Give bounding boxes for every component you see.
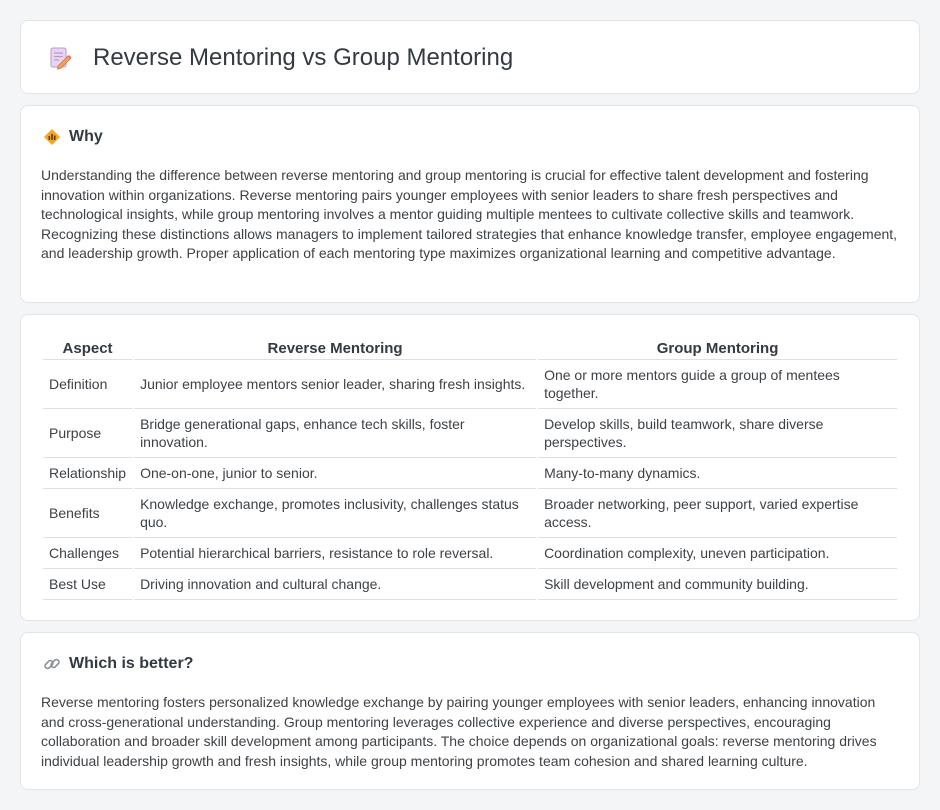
- table-row: [43, 569, 897, 600]
- header-group-mentoring: Group Mentoring: [538, 335, 897, 360]
- row-group: Broader networking, peer support, varied expertise access.: [538, 489, 897, 538]
- why-section: [20, 105, 920, 303]
- table-row: [43, 489, 897, 538]
- row-group: Coordination complexity, uneven participation.: [538, 538, 897, 569]
- row-aspect: Relationship: [43, 458, 132, 489]
- row-group: Many-to-many dynamics.: [538, 458, 897, 489]
- row-group: One or more mentors guide a group of mentees together.: [538, 360, 897, 409]
- table-row: [43, 360, 897, 409]
- row-aspect: Purpose: [43, 409, 132, 458]
- link-icon: [43, 655, 61, 673]
- better-header: [43, 655, 193, 673]
- why-text: Understanding the difference between reverse mentoring and group mentoring is crucial for effective talent development and fostering innovation within organizations. Reverse mentoring pairs younger employees with senior leaders to share fresh perspectives and technological insights, while group mentoring involves a mentor guiding multiple mentees to cultivate collective skills and teamwork. Recognizing these distinctions allows managers to implement tailored strategies that enhance knowledge transfer, employee engagement, and leadership growth. Proper application of each mentoring type maximizes organizational learning and competitive advantage.: [41, 167, 898, 261]
- better-text: Reverse mentoring fosters personalized knowledge exchange by pairing younger employees with senior leaders, enhancing innovation and cross-generational understanding. Group mentoring leverages collective experience and diverse perspectives, encouraging collaboration and broader skill development among participants. The choice depends on organizational goals: reverse mentoring drives individual leadership growth and fresh insights, while group mentoring promotes team cohesion and shared learning culture.: [41, 694, 877, 769]
- comparison-table: [41, 335, 899, 600]
- table-row: [43, 538, 897, 569]
- row-group: Skill development and community building.: [538, 569, 897, 600]
- row-aspect: Benefits: [43, 489, 132, 538]
- row-reverse: Junior employee mentors senior leader, sharing fresh insights.: [134, 360, 536, 409]
- row-reverse: Driving innovation and cultural change.: [134, 569, 536, 600]
- table-row: [43, 409, 897, 458]
- row-reverse: Knowledge exchange, promotes inclusivity, challenges status quo.: [134, 489, 536, 538]
- page-title: Reverse Mentoring vs Group Mentoring: [93, 44, 514, 71]
- row-aspect: Best Use: [43, 569, 132, 600]
- row-aspect: Definition: [43, 360, 132, 409]
- row-aspect: Challenges: [43, 538, 132, 569]
- document-pencil-icon: [47, 45, 73, 71]
- table-header-row: [43, 335, 897, 360]
- why-title: Why: [69, 128, 103, 145]
- title-card: [20, 20, 920, 94]
- why-header: [43, 128, 103, 146]
- header-aspect: Aspect: [43, 335, 132, 360]
- chart-badge-icon: [43, 128, 61, 146]
- table-row: [43, 458, 897, 489]
- better-title: Which is better?: [69, 655, 194, 672]
- row-group: Develop skills, build teamwork, share diverse perspectives.: [538, 409, 897, 458]
- comparison-section: [20, 314, 920, 621]
- which-better-section: [20, 632, 920, 790]
- header-reverse-mentoring: Reverse Mentoring: [134, 335, 536, 360]
- row-reverse: Potential hierarchical barriers, resistance to role reversal.: [134, 538, 536, 569]
- row-reverse: One-on-one, junior to senior.: [134, 458, 536, 489]
- row-reverse: Bridge generational gaps, enhance tech skills, foster innovation.: [134, 409, 536, 458]
